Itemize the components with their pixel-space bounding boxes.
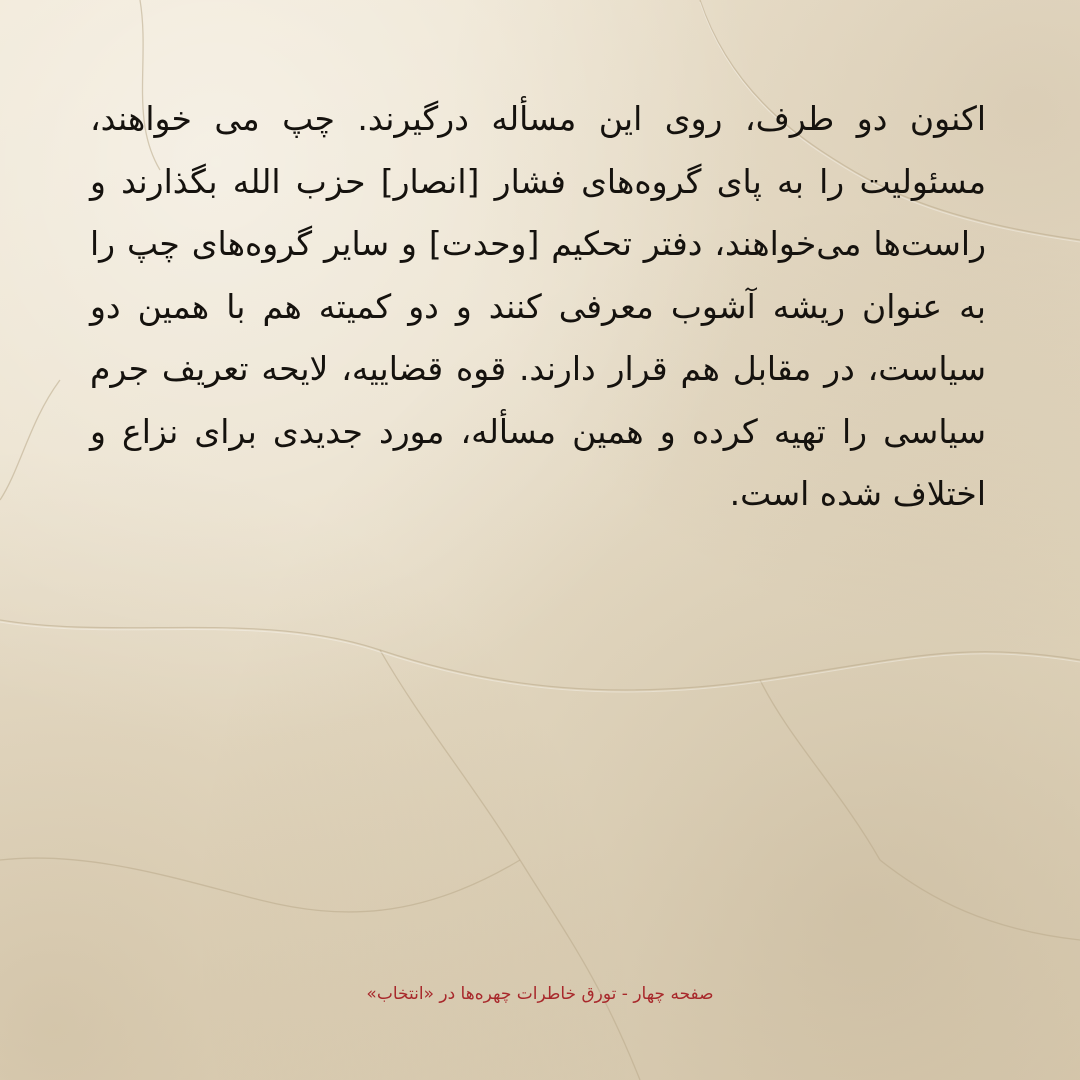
body-paragraph: اکنون دو طرف، روی این مسأله درگیرند. چپ می خواهند، مسئولیت را به پای گروه‌های فشار [انصار] حزب الله بگذارند و راست‌ها می‌خواهند، دفتر تحکیم [وحدت] و سایر گروه‌های چپ را به عنوان ریشه آشوب معرفی کنند و دو کمیته هم با همین دو سیاست، در مقابل هم قرار دارند. قوه قضاییه، لایحه تعریف جرم سیاسی را تهیه کرده و همین مسأله، مورد جدیدی برای نزاع و اختلاف شده است. <box>90 99 986 513</box>
source-caption: صفحه چهار - تورق خاطرات چهره‌ها در «انتخاب» <box>366 984 714 1004</box>
